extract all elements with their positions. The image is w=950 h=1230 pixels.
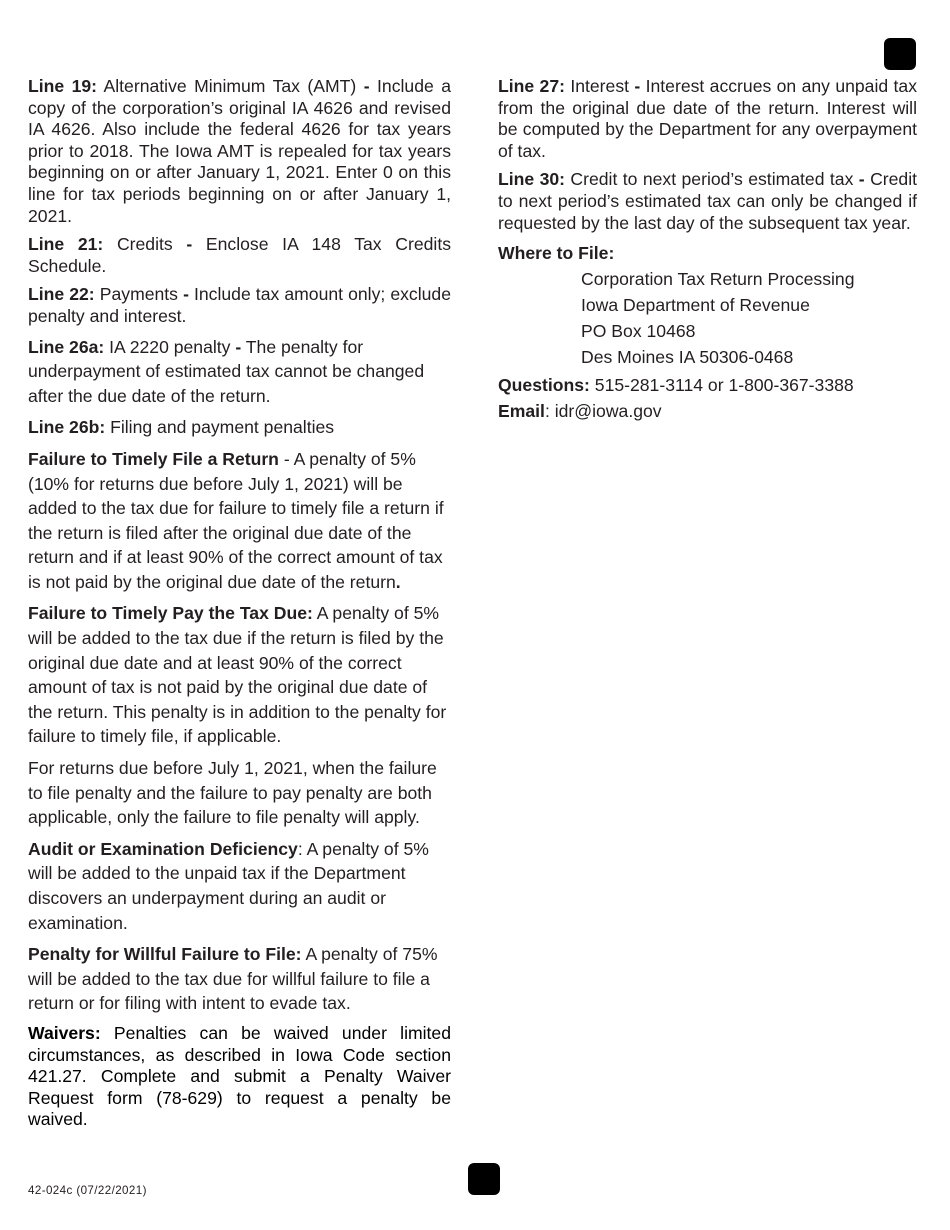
line-26b-paragraph: Line 26b: Filing and payment penalties: [28, 417, 335, 438]
address-line: PO Box 10468: [581, 320, 696, 341]
registration-mark-top: [884, 38, 916, 70]
returns-before-paragraph: For returns due before July 1, 2021, when the failure to file penalty and the failure to pay penalty are both applicable, only the failure to file penalty will apply.: [28, 758, 437, 828]
waivers-paragraph: Waivers: Penalties can be waived under limited circumstances, as described in Iowa Code section 421.27. Complete and submit a Penalty Waiver Request form (78-629) to request a penalty be waived.: [28, 1022, 451, 1130]
line-22-paragraph: Line 22: Payments - Include tax amount only; exclude penalty and interest.: [28, 284, 451, 326]
email-line: Email: idr@iowa.gov: [498, 400, 662, 421]
line-19-paragraph: Line 19: Alternative Minimum Tax (AMT) - Include a copy of the corporation’s original IA 4626 and revised IA 4626. Also include the federal 4626 for tax years prior to 2018. The Iowa AMT is repealed for tax years beginning on or after January 1, 2021. Enter 0 on this line for tax periods beginning on or after January 1, 2021.: [28, 76, 451, 226]
failure-to-file-paragraph: Failure to Timely File a Return - A penalty of 5% (10% for returns due before July 1, 2021) will be added to the tax due for failure to timely file a return if the return is filed after the original due date of the return and if at least 90% of the correct amount of tax is not paid by the original due date of the return.: [28, 448, 444, 592]
address-line: Des Moines IA 50306-0468: [581, 346, 794, 367]
form-number-footer: 42-024c (07/22/2021): [28, 1184, 147, 1197]
where-to-file-heading: Where to File:: [498, 243, 615, 264]
line-30-paragraph: Line 30: Credit to next period’s estimated tax - Credit to next period’s estimated tax can only be changed if requested by the last day of the subsequent tax year.: [498, 169, 917, 233]
line-26a-paragraph: Line 26a: IA 2220 penalty - The penalty for underpayment of estimated tax cannot be changed after the due date of the return.: [28, 336, 425, 406]
address-line: Corporation Tax Return Processing: [581, 268, 855, 289]
address-line: Iowa Department of Revenue: [581, 294, 810, 315]
failure-to-pay-paragraph: Failure to Timely Pay the Tax Due: A penalty of 5% will be added to the tax due if the return is filed by the original due date and at least 90% of the correct amount of tax is not paid by the original due date of the return. This penalty is in addition to the penalty for failure to timely file, if applicable.: [28, 603, 447, 747]
registration-mark-bottom: [468, 1163, 500, 1195]
right-column: [498, 76, 917, 424]
line-27-paragraph: Line 27: Interest - Interest accrues on any unpaid tax from the original due date of the return. Interest will be computed by the Department for any overpayment of tax.: [498, 76, 917, 161]
audit-deficiency-paragraph: Audit or Examination Deficiency: A penalty of 5% will be added to the unpaid tax if the Department discovers an underpayment during an audit or examination.: [28, 838, 429, 933]
left-column: [28, 76, 451, 1138]
line-21-paragraph: Line 21: Credits - Enclose IA 148 Tax Credits Schedule.: [28, 234, 452, 276]
willful-failure-paragraph: Penalty for Willful Failure to File: A penalty of 75% will be added to the tax due for willful failure to file a return or for filing with intent to evade tax.: [28, 944, 438, 1014]
questions-line: Questions: 515-281-3114 or 1-800-367-3388: [498, 374, 854, 395]
